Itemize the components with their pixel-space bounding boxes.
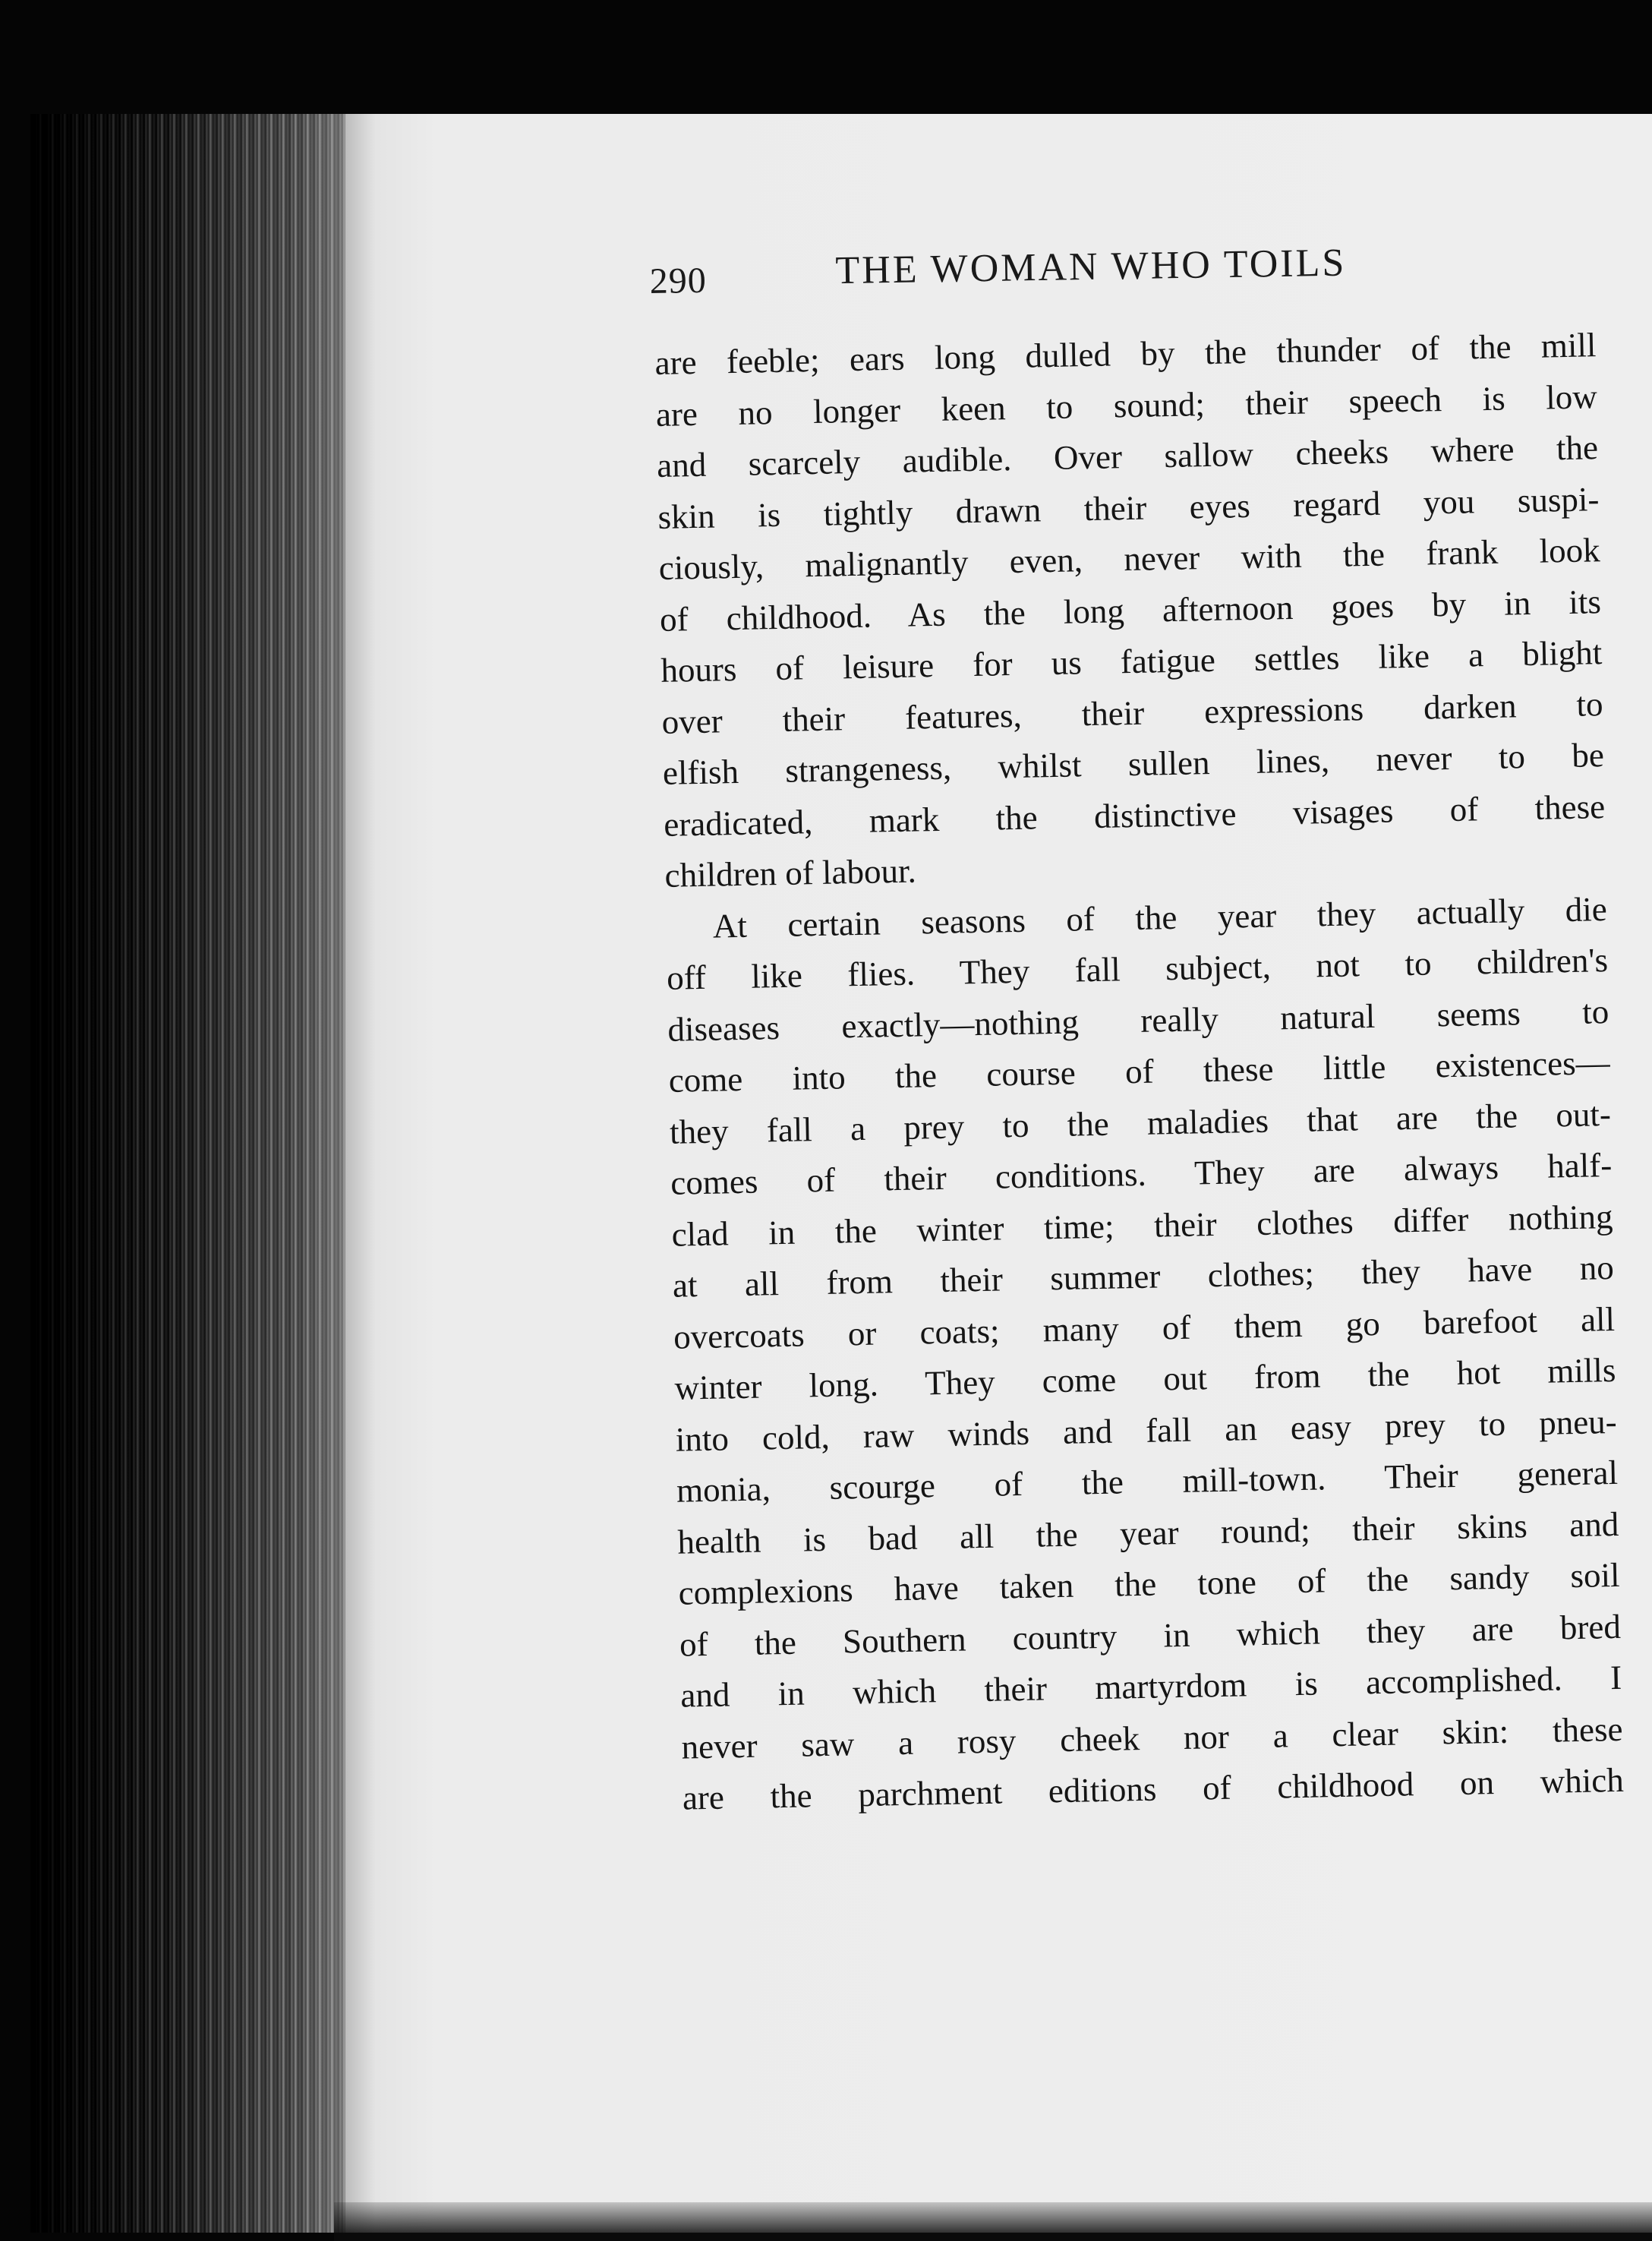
text-line: skin is tightly drawn their eyes regard you suspi- (657, 479, 1600, 536)
text-line: clad in the winter time; their clothes differ nothing (671, 1197, 1613, 1254)
text-line: are the parchment editions of childhood on which (682, 1760, 1625, 1817)
page-bottom-shadow (334, 2202, 1652, 2241)
text-line: of childhood. As the long afternoon goes by in its (659, 582, 1602, 639)
text-line: elfish strangeness, whilst sullen lines, never to be (662, 736, 1605, 792)
text-line: overcoats or coats; many of them go barefoot all (673, 1299, 1616, 1356)
text-line: diseases exactly—nothing really natural seems to (667, 992, 1609, 1049)
text-line: come into the course of these little existences— (668, 1043, 1611, 1100)
text-line: hours of leisure for us fatigue settles like a blight (660, 633, 1603, 690)
text-line: eradicated, mark the distinctive visages of these (663, 787, 1606, 844)
text-line: ciously, malignantly even, never with the frank look (658, 531, 1601, 587)
text-line: and in which their martyrdom is accomplished. I (679, 1658, 1622, 1715)
text-line: and scarcely audible. Over sallow cheeks where the (656, 428, 1599, 484)
running-head-title: THE WOMAN WHO TOILS (835, 241, 1347, 293)
text-line: over their features, their expressions darken to (661, 684, 1603, 741)
text-line: off like flies. They fall subject, not to children's (666, 941, 1609, 997)
text-line: At certain seasons of the year they actually die (712, 889, 1608, 945)
text-line: children of labour. (664, 851, 917, 895)
text-line: they fall a prey to the maladies that are the out- (669, 1094, 1612, 1151)
page-number: 290 (649, 260, 708, 301)
book-page-edges (30, 114, 364, 2233)
text-line: never saw a rosy cheek nor a clear skin: these (681, 1709, 1623, 1766)
running-head (649, 235, 1439, 308)
text-line: complexions have taken the tone of the sandy soil (678, 1555, 1620, 1612)
text-line: health is bad all the year round; their skins and (676, 1504, 1619, 1561)
text-line: winter long. They come out from the hot mills (674, 1350, 1616, 1407)
body-text (654, 320, 1624, 1824)
text-line: at all from their summer clothes; they have no (672, 1248, 1615, 1305)
text-line: are feeble; ears long dulled by the thunder of the mill (654, 326, 1597, 382)
text-line: comes of their conditions. They are always half- (670, 1145, 1613, 1202)
text-line: of the Southern country in which they are bred (679, 1607, 1622, 1664)
text-line: into cold, raw winds and fall an easy prey to pneu- (675, 1402, 1618, 1459)
text-line: are no longer keen to sound; their speech is low (655, 377, 1598, 434)
text-line: monia, scourge of the mill-town. Their general (676, 1453, 1619, 1510)
